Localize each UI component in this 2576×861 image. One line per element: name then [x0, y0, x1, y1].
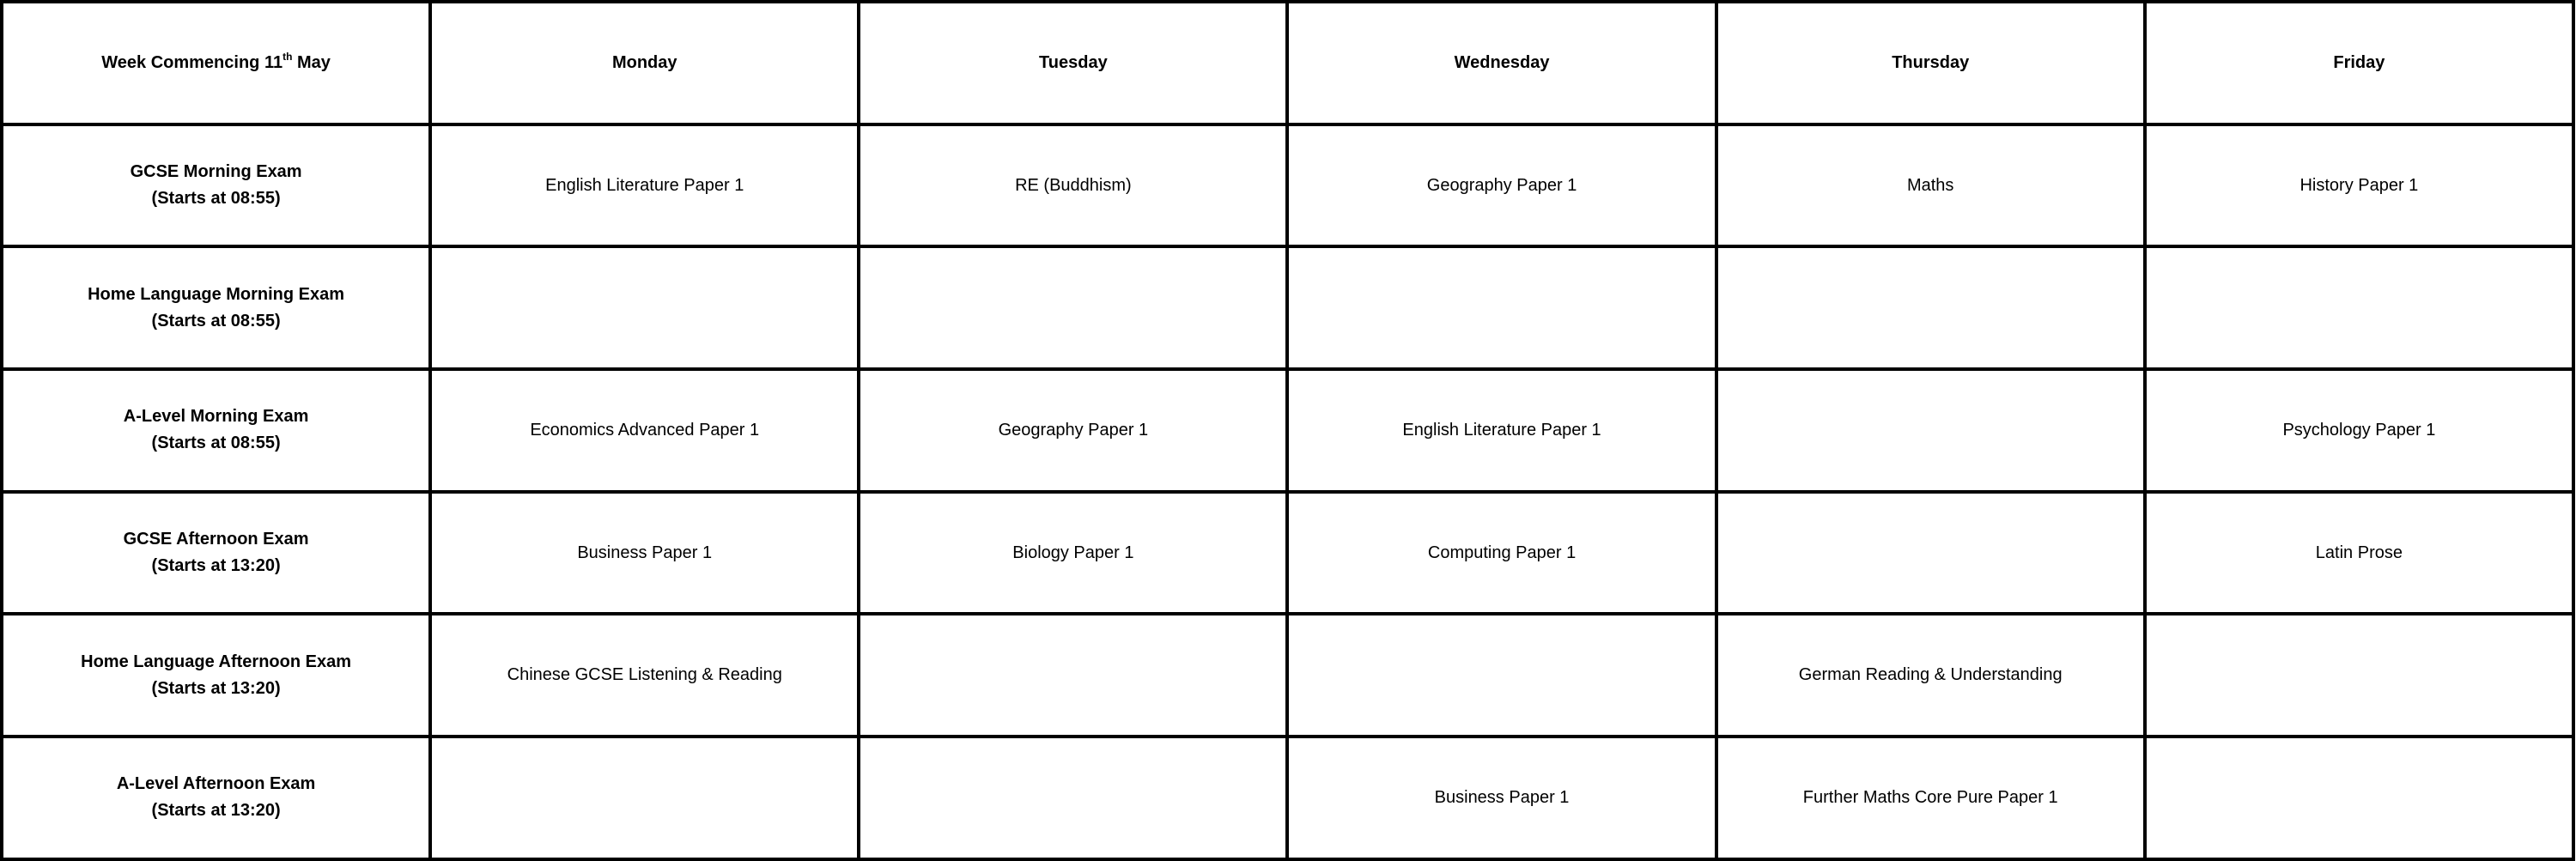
- session-start-time: (Starts at 08:55): [151, 189, 281, 209]
- exam-cell: Psychology Paper 1: [2145, 369, 2573, 492]
- row-label: [2, 614, 430, 737]
- day-heading-thursday: Thursday: [1716, 2, 2145, 124]
- table-row: [2, 737, 2573, 859]
- exam-cell: Geography Paper 1: [1287, 124, 1716, 247]
- row-label: [2, 124, 430, 247]
- session-name: A-Level Afternoon Exam: [116, 774, 316, 794]
- session-start-time: (Starts at 13:20): [151, 678, 281, 698]
- header-row: [2, 2, 2573, 124]
- exam-cell: English Literature Paper 1: [430, 124, 859, 247]
- exam-cell: [1716, 492, 2145, 615]
- row-label: [2, 737, 430, 859]
- exam-cell: [2145, 246, 2573, 369]
- exam-cell: Economics Advanced Paper 1: [430, 369, 859, 492]
- exam-cell: [859, 614, 1287, 737]
- exam-cell: [859, 246, 1287, 369]
- session-name: GCSE Afternoon Exam: [123, 530, 309, 549]
- session-name: Home Language Morning Exam: [88, 284, 345, 304]
- week-commencing-heading: [2, 2, 430, 124]
- table-row: [2, 246, 2573, 369]
- exam-cell: [2145, 614, 2573, 737]
- table-row: [2, 369, 2573, 492]
- session-start-time: (Starts at 08:55): [151, 311, 281, 330]
- session-name: A-Level Morning Exam: [123, 407, 309, 427]
- week-ordinal-suffix: th: [283, 50, 293, 63]
- exam-cell: [1287, 246, 1716, 369]
- session-start-time: (Starts at 13:20): [151, 801, 281, 821]
- exam-cell: [1716, 246, 2145, 369]
- day-heading-wednesday: Wednesday: [1287, 2, 1716, 124]
- exam-cell: Latin Prose: [2145, 492, 2573, 615]
- exam-cell: Maths: [1716, 124, 2145, 247]
- day-heading-tuesday: Tuesday: [859, 2, 1287, 124]
- exam-cell: Computing Paper 1: [1287, 492, 1716, 615]
- exam-cell: German Reading & Understanding: [1716, 614, 2145, 737]
- table-row: [2, 614, 2573, 737]
- exam-cell: Chinese GCSE Listening & Reading: [430, 614, 859, 737]
- exam-cell: Further Maths Core Pure Paper 1: [1716, 737, 2145, 859]
- exam-cell: Geography Paper 1: [859, 369, 1287, 492]
- week-prefix: Week Commencing 11: [101, 52, 283, 72]
- session-name: GCSE Morning Exam: [130, 162, 302, 182]
- exam-cell: [859, 737, 1287, 859]
- exam-cell: [2145, 737, 2573, 859]
- session-start-time: (Starts at 08:55): [151, 434, 281, 453]
- exam-cell: [1716, 369, 2145, 492]
- table-row: [2, 124, 2573, 247]
- exam-cell: [430, 737, 859, 859]
- row-label: [2, 492, 430, 615]
- exam-cell: History Paper 1: [2145, 124, 2573, 247]
- day-heading-friday: Friday: [2145, 2, 2573, 124]
- exam-cell: Business Paper 1: [1287, 737, 1716, 859]
- exam-cell: [430, 246, 859, 369]
- exam-cell: RE (Buddhism): [859, 124, 1287, 247]
- table-row: [2, 492, 2573, 615]
- exam-cell: Biology Paper 1: [859, 492, 1287, 615]
- row-label: [2, 246, 430, 369]
- session-name: Home Language Afternoon Exam: [81, 652, 351, 671]
- row-label: [2, 369, 430, 492]
- exam-cell: Business Paper 1: [430, 492, 859, 615]
- day-heading-monday: Monday: [430, 2, 859, 124]
- week-month: May: [292, 52, 331, 72]
- exam-cell: English Literature Paper 1: [1287, 369, 1716, 492]
- session-start-time: (Starts at 13:20): [151, 556, 281, 576]
- exam-cell: [1287, 614, 1716, 737]
